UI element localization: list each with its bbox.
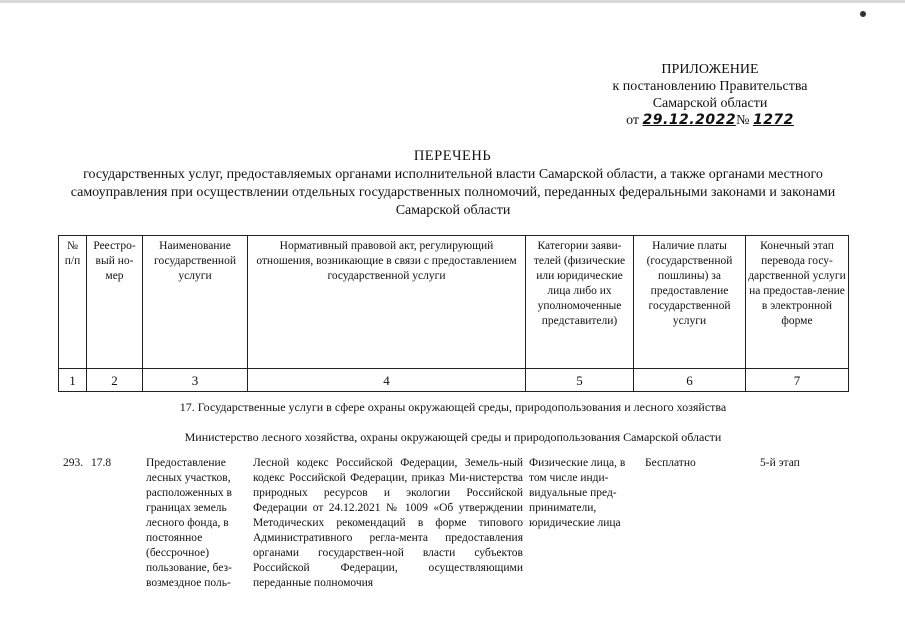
document-title: ПЕРЕЧЕНЬ: [413, 148, 492, 164]
header-legal-act: Нормативный правовой акт, регулирующий отношения, возникающие в связи с предоставлением государственной услуги: [248, 236, 526, 369]
appendix-line-1: к постановлению Правительства: [612, 79, 808, 94]
handwritten-number: 1272: [752, 112, 794, 128]
date-prefix: от: [626, 113, 640, 128]
entry-service-name: Предоставление лесных участков, расположенных в границах земель лесного фонда, в постоянное (бессрочное) пользование, без-возмездное поль-: [146, 457, 232, 589]
entry-number: 293.: [63, 457, 84, 469]
entry-stage: 5-й этап: [760, 457, 800, 469]
header-applicants: Категории заяви-телей (физические или юридические лица либо их уполномоченные представители): [526, 236, 634, 369]
column-number: 2: [87, 369, 143, 392]
services-table: [58, 235, 849, 392]
column-number: 3: [143, 369, 248, 392]
appendix-block: [560, 61, 860, 129]
ministry-heading: Министерство лесного хозяйства, охраны окружающей среды и природопользования Самарской области: [184, 430, 722, 444]
column-number: 4: [248, 369, 526, 392]
scan-mark: [860, 11, 866, 17]
appendix-date-line: [626, 112, 794, 129]
appendix-title: ПРИЛОЖЕНИЕ: [661, 62, 759, 77]
column-number: 6: [634, 369, 746, 392]
entry-registry-number: 17.8: [91, 457, 112, 469]
table-header-row: [59, 236, 849, 369]
entry-applicants: Физические лица, в том числе инди-видуальные пред-приниматели, юридические лица: [529, 457, 626, 529]
header-registry: Реестро-вый но-мер: [87, 236, 143, 369]
section-heading: 17. Государственные услуги в сфере охраны окружающей среды, природопользования и лесного хозяйства: [179, 400, 727, 414]
header-fee: Наличие платы (государственной пошлины) за предоставление государственной услуги: [634, 236, 746, 369]
handwritten-date: 29.12.2022: [642, 112, 737, 128]
appendix-line-2: Самарской области: [652, 96, 768, 111]
table-column-numbers-row: [59, 369, 849, 392]
header-service-name: Наименование государственной услуги: [143, 236, 248, 369]
top-border-line: [0, 0, 905, 3]
header-stage: Конечный этап перевода госу-дарственной услуги на предостав-ление в электронной форме: [746, 236, 849, 369]
column-number: 1: [59, 369, 87, 392]
header-number: № п/п: [59, 236, 87, 369]
document-subtitle: государственных услуг, предоставляемых органами исполнительной власти Самарской области, а также органами местного самоуправления при осуществлении отдельных государственных полномочий, переданных федеральными законами и законами Самарской области: [70, 167, 836, 218]
column-number: 7: [746, 369, 849, 392]
column-number: 5: [526, 369, 634, 392]
number-sign: №: [736, 113, 750, 128]
entry-legal-act: Лесной кодекс Российской Федерации, Земель-ный кодекс Российской Федерации, приказ Ми-нистерства природных ресурсов и экологии Российской Федерации от 24.12.2021 № 1009 «Об утверждении Методических рекомендаций в форме типового Административного регла-мента предоставления органами государствен-ной власти субъектов Российской Федерации, осуществляющими переданные полномочия: [253, 457, 523, 589]
entry-fee: Бесплатно: [645, 457, 696, 469]
